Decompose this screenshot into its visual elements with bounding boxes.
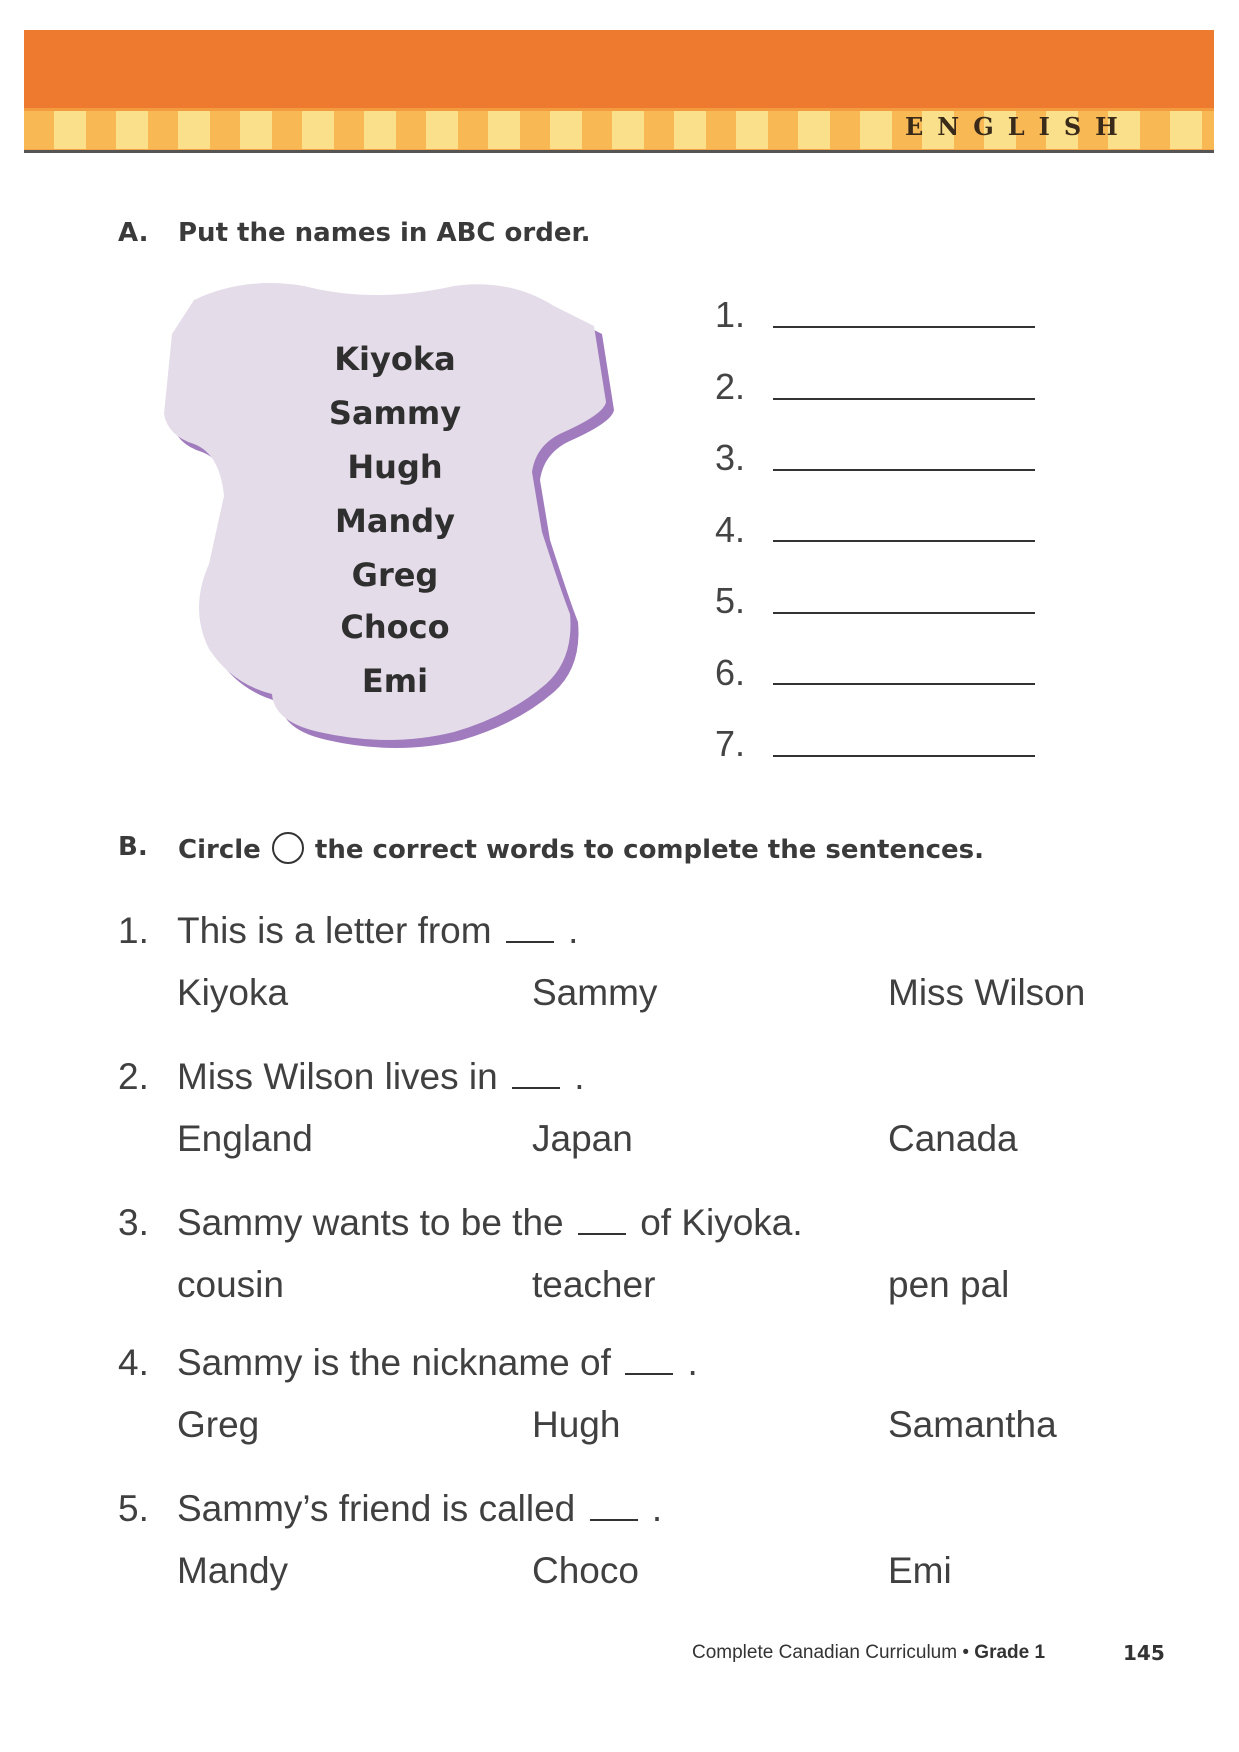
answer-option[interactable]: Hugh <box>532 1404 621 1445</box>
section-a-instruction: Put the names in ABC order. <box>178 218 591 248</box>
footer-credit <box>692 1642 1045 1664</box>
name-item: Choco <box>340 608 450 646</box>
question-text: Sammy wants to be the of Kiyoka. <box>177 1202 803 1243</box>
question-text: Sammy is the nickname of . <box>177 1342 698 1383</box>
section-b-instruction <box>178 832 984 865</box>
answer-option[interactable]: Emi <box>888 1550 952 1591</box>
answer-line[interactable] <box>773 469 1035 471</box>
answer-line[interactable] <box>773 755 1035 757</box>
header-rule <box>24 150 1214 153</box>
answer-line[interactable] <box>773 326 1035 328</box>
name-item: Sammy <box>328 394 462 432</box>
name-item: Mandy <box>335 502 455 540</box>
answer-option[interactable]: Kiyoka <box>177 972 289 1013</box>
question-number: 2. <box>118 1056 149 1097</box>
answer-option[interactable]: Sammy <box>532 972 658 1013</box>
section-a-letter: A. <box>118 218 149 248</box>
question-number: 1. <box>118 910 149 951</box>
answer-option[interactable]: Mandy <box>177 1550 289 1591</box>
question-number: 4. <box>118 1342 149 1383</box>
answer-option[interactable]: England <box>177 1118 313 1159</box>
answer-option[interactable]: teacher <box>532 1264 656 1305</box>
instruction-before: Circle <box>178 835 261 865</box>
name-item: Emi <box>361 662 429 700</box>
question-text: Sammy’s friend is called . <box>177 1488 663 1529</box>
grade-label: Grade 1 <box>974 1642 1046 1663</box>
answer-number: 4. <box>715 509 746 550</box>
footer-bullet: • <box>962 1642 970 1663</box>
answer-option[interactable]: Choco <box>532 1550 639 1591</box>
question-number: 3. <box>118 1202 149 1243</box>
answer-line[interactable] <box>773 612 1035 614</box>
name-item: Greg <box>351 556 439 594</box>
answer-option[interactable]: cousin <box>177 1264 284 1305</box>
answer-blank <box>578 1207 626 1235</box>
question-text: Miss Wilson lives in . <box>177 1056 585 1097</box>
answer-option[interactable]: Japan <box>532 1118 633 1159</box>
instruction-after: the correct words to complete the sentences. <box>314 835 985 865</box>
answer-number: 2. <box>715 366 746 407</box>
answer-option[interactable]: Canada <box>888 1118 1018 1159</box>
answer-line[interactable] <box>773 683 1035 685</box>
answer-number: 3. <box>715 437 746 478</box>
answer-number: 5. <box>715 580 746 621</box>
book-title: Complete Canadian Curriculum <box>692 1642 958 1663</box>
subject-label: ENGLISH <box>905 112 1132 141</box>
answer-line[interactable] <box>773 398 1035 400</box>
page-number: 145 <box>1123 1641 1165 1665</box>
answer-line[interactable] <box>773 540 1035 542</box>
name-item: Kiyoka <box>334 340 456 378</box>
name-item: Hugh <box>347 448 443 486</box>
circle-icon <box>272 832 304 864</box>
answer-blank <box>506 915 554 943</box>
header-banner <box>24 30 1214 108</box>
answer-blank <box>625 1347 673 1375</box>
answer-number: 1. <box>715 294 746 335</box>
answer-option[interactable]: Greg <box>177 1404 260 1445</box>
answer-option[interactable]: Miss Wilson <box>888 972 1086 1013</box>
answer-number: 7. <box>715 723 746 764</box>
answer-blank <box>590 1493 638 1521</box>
answer-option[interactable]: pen pal <box>888 1264 1010 1305</box>
question-text: This is a letter from . <box>177 910 579 951</box>
question-number: 5. <box>118 1488 149 1529</box>
answer-blank <box>512 1061 560 1089</box>
section-b-letter: B. <box>118 832 148 862</box>
answer-option[interactable]: Samantha <box>888 1404 1057 1445</box>
answer-number: 6. <box>715 652 746 693</box>
